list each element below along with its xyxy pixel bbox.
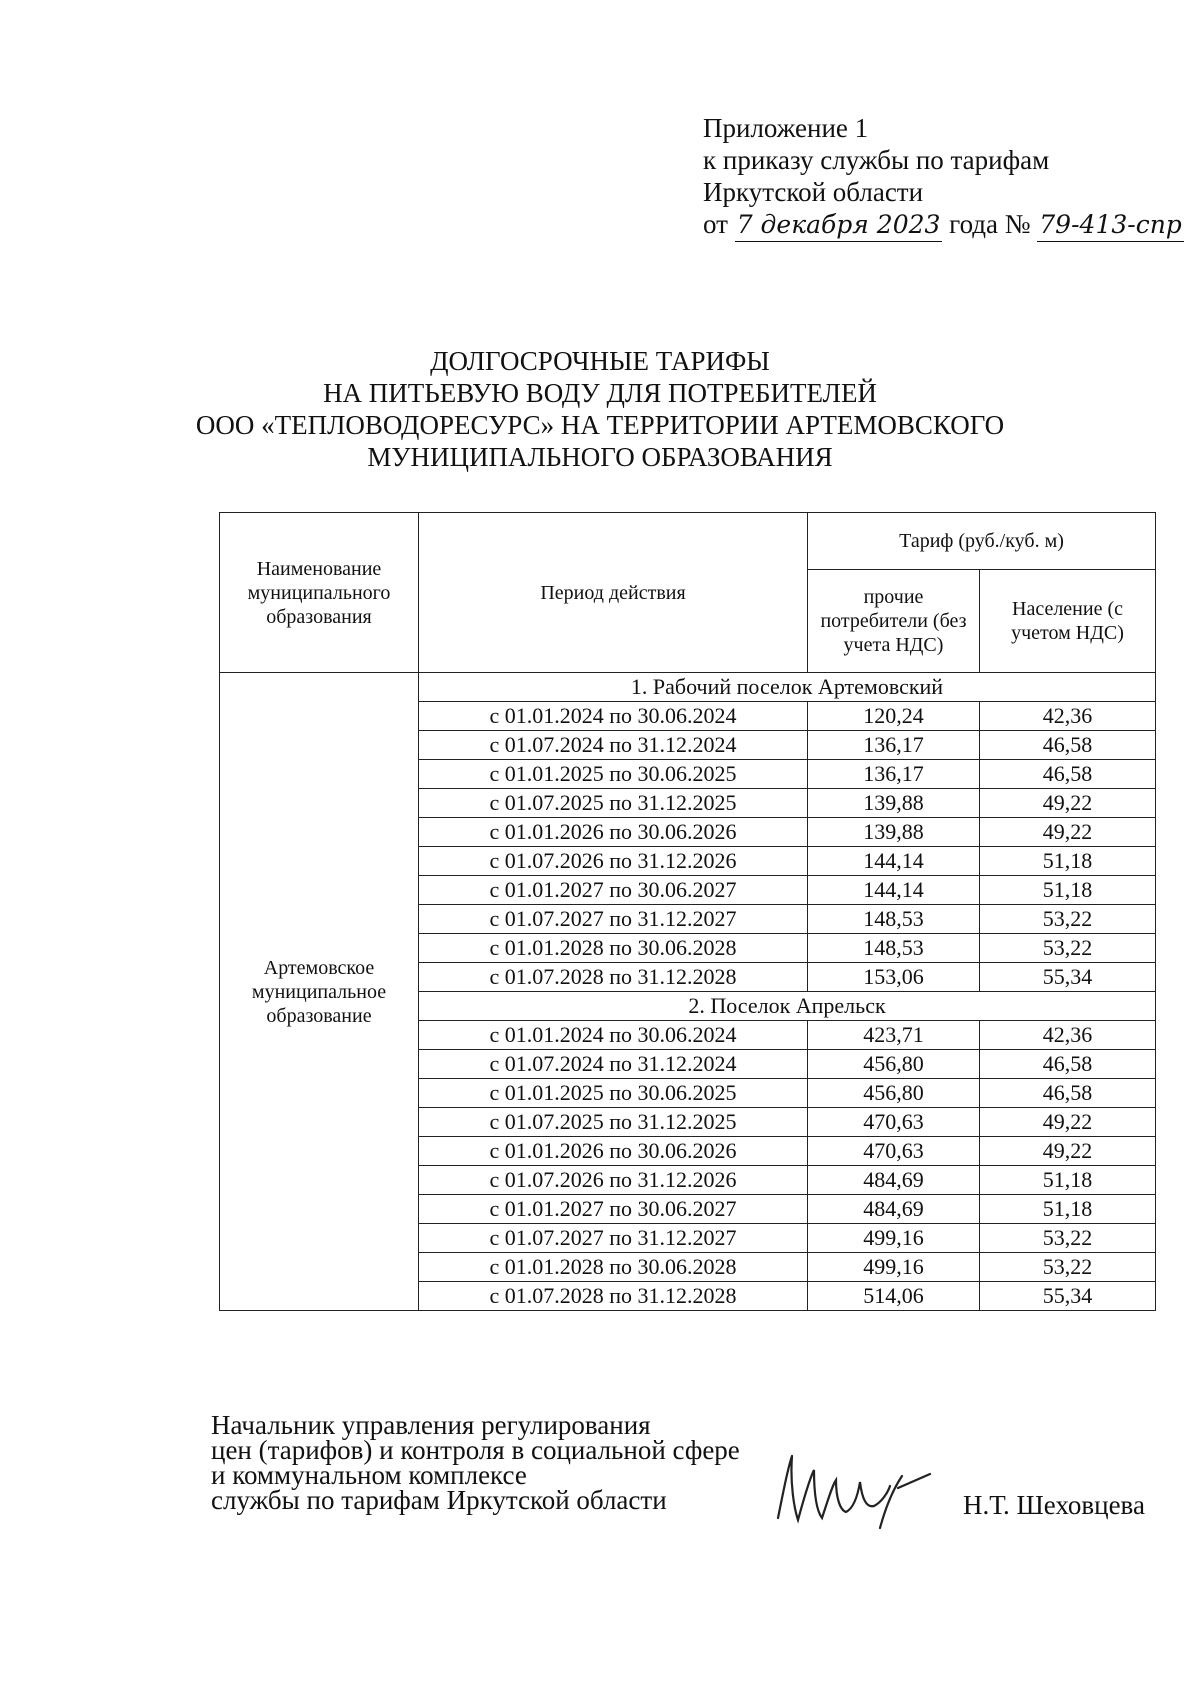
other-tariff-cell: 144,14 <box>808 876 980 905</box>
population-tariff-cell: 53,22 <box>980 1253 1156 1282</box>
population-tariff-cell: 51,18 <box>980 1166 1156 1195</box>
population-tariff-cell: 55,34 <box>980 963 1156 992</box>
title-line-1: ДОЛГОСРОЧНЫЕ ТАРИФЫ <box>430 346 770 376</box>
period-cell: с 01.01.2026 по 30.06.2026 <box>419 1137 808 1166</box>
population-tariff-cell: 42,36 <box>980 702 1156 731</box>
population-tariff-cell: 49,22 <box>980 1137 1156 1166</box>
period-cell: с 01.07.2027 по 31.12.2027 <box>419 905 808 934</box>
sign-line-3: и коммунальном комплексе <box>211 1460 527 1490</box>
year-word: года № <box>949 209 1031 239</box>
other-tariff-cell: 514,06 <box>808 1282 980 1311</box>
from-prefix: от <box>703 209 728 239</box>
title-line-2: НА ПИТЬЕВУЮ ВОДУ ДЛЯ ПОТРЕБИТЕЛЕЙ <box>323 378 877 408</box>
period-cell: с 01.07.2026 по 31.12.2026 <box>419 1166 808 1195</box>
population-tariff-cell: 46,58 <box>980 1050 1156 1079</box>
other-tariff-cell: 144,14 <box>808 847 980 876</box>
population-tariff-cell: 49,22 <box>980 818 1156 847</box>
period-cell: с 01.01.2025 по 30.06.2025 <box>419 760 808 789</box>
other-tariff-cell: 484,69 <box>808 1195 980 1224</box>
population-tariff-cell: 55,34 <box>980 1282 1156 1311</box>
population-tariff-cell: 46,58 <box>980 1079 1156 1108</box>
other-tariff-cell: 136,17 <box>808 760 980 789</box>
sign-line-1: Начальник управления регулирования <box>211 1410 651 1440</box>
period-cell: с 01.07.2024 по 31.12.2024 <box>419 1050 808 1079</box>
tariff-table <box>219 512 1156 1311</box>
population-tariff-cell: 53,22 <box>980 1224 1156 1253</box>
other-tariff-cell: 136,17 <box>808 731 980 760</box>
other-tariff-cell: 120,24 <box>808 702 980 731</box>
other-tariff-cell: 139,88 <box>808 789 980 818</box>
header-tariff: Тариф (руб./куб. м) <box>808 513 1156 570</box>
other-tariff-cell: 423,71 <box>808 1021 980 1050</box>
population-tariff-cell: 51,18 <box>980 1195 1156 1224</box>
period-cell: с 01.07.2026 по 31.12.2026 <box>419 847 808 876</box>
document-title <box>0 345 1200 473</box>
appendix-line-3: Иркутской области <box>703 177 924 207</box>
section-title: 2. Поселок Апрельск <box>419 992 1156 1021</box>
population-tariff-cell: 51,18 <box>980 876 1156 905</box>
table-header <box>220 513 1156 673</box>
period-cell: с 01.01.2028 по 30.06.2028 <box>419 1253 808 1282</box>
appendix-line-1: Приложение 1 <box>703 113 869 143</box>
sign-line-2: цен (тарифов) и контроля в социальной сфере <box>211 1435 740 1465</box>
population-tariff-cell: 53,22 <box>980 905 1156 934</box>
period-cell: с 01.01.2026 по 30.06.2026 <box>419 818 808 847</box>
header-municipality: Наименование муниципального образования <box>220 513 419 673</box>
period-cell: с 01.01.2028 по 30.06.2028 <box>419 934 808 963</box>
period-cell: с 01.07.2027 по 31.12.2027 <box>419 1224 808 1253</box>
period-cell: с 01.01.2024 по 30.06.2024 <box>419 702 808 731</box>
other-tariff-cell: 456,80 <box>808 1050 980 1079</box>
signer-name: Н.Т. Шеховцева <box>963 1490 1145 1520</box>
period-cell: с 01.07.2024 по 31.12.2024 <box>419 731 808 760</box>
population-tariff-cell: 53,22 <box>980 934 1156 963</box>
population-tariff-cell: 51,18 <box>980 847 1156 876</box>
period-cell: с 01.07.2028 по 31.12.2028 <box>419 963 808 992</box>
table-body <box>220 673 1156 1311</box>
header-period: Период действия <box>419 513 808 673</box>
period-cell: с 01.07.2025 по 31.12.2025 <box>419 789 808 818</box>
other-tariff-cell: 470,63 <box>808 1108 980 1137</box>
population-tariff-cell: 49,22 <box>980 789 1156 818</box>
period-cell: с 01.07.2025 по 31.12.2025 <box>419 1108 808 1137</box>
other-tariff-cell: 499,16 <box>808 1224 980 1253</box>
population-tariff-cell: 42,36 <box>980 1021 1156 1050</box>
other-tariff-cell: 484,69 <box>808 1166 980 1195</box>
population-tariff-cell: 49,22 <box>980 1108 1156 1137</box>
appendix-line-4 <box>703 208 1184 242</box>
other-tariff-cell: 148,53 <box>808 934 980 963</box>
appendix-line-2: к приказу службы по тарифам <box>703 145 1050 175</box>
period-cell: с 01.01.2025 по 30.06.2025 <box>419 1079 808 1108</box>
title-line-4: МУНИЦИПАЛЬНОГО ОБРАЗОВАНИЯ <box>367 442 833 472</box>
period-cell: с 01.01.2027 по 30.06.2027 <box>419 876 808 905</box>
period-cell: с 01.01.2027 по 30.06.2027 <box>419 1195 808 1224</box>
population-tariff-cell: 46,58 <box>980 731 1156 760</box>
order-date: 7 декабря 2023 <box>735 209 943 242</box>
other-tariff-cell: 499,16 <box>808 1253 980 1282</box>
municipality-cell: Артемовское муниципальное образование <box>220 673 419 1311</box>
section-row <box>220 673 1156 702</box>
section-title: 1. Рабочий поселок Артемовский <box>419 673 1156 702</box>
other-tariff-cell: 153,06 <box>808 963 980 992</box>
sign-line-4: службы по тарифам Иркутской области <box>211 1485 667 1515</box>
other-tariff-cell: 470,63 <box>808 1137 980 1166</box>
period-cell: с 01.07.2028 по 31.12.2028 <box>419 1282 808 1311</box>
other-tariff-cell: 456,80 <box>808 1079 980 1108</box>
order-number: 79-413-спр <box>1037 209 1184 242</box>
other-tariff-cell: 139,88 <box>808 818 980 847</box>
period-cell: с 01.01.2024 по 30.06.2024 <box>419 1021 808 1050</box>
handwritten-signature <box>770 1448 940 1548</box>
population-tariff-cell: 46,58 <box>980 760 1156 789</box>
title-line-3: ООО «ТЕПЛОВОДОРЕСУРС» НА ТЕРРИТОРИИ АРТЕМОВСКОГО <box>195 410 1005 440</box>
other-tariff-cell: 148,53 <box>808 905 980 934</box>
appendix-block <box>703 112 1184 242</box>
header-population: Население (с учетом НДС) <box>980 570 1156 673</box>
header-other-consumers: прочие потребители (без учета НДС) <box>808 570 980 673</box>
signature-block <box>211 1410 740 1515</box>
